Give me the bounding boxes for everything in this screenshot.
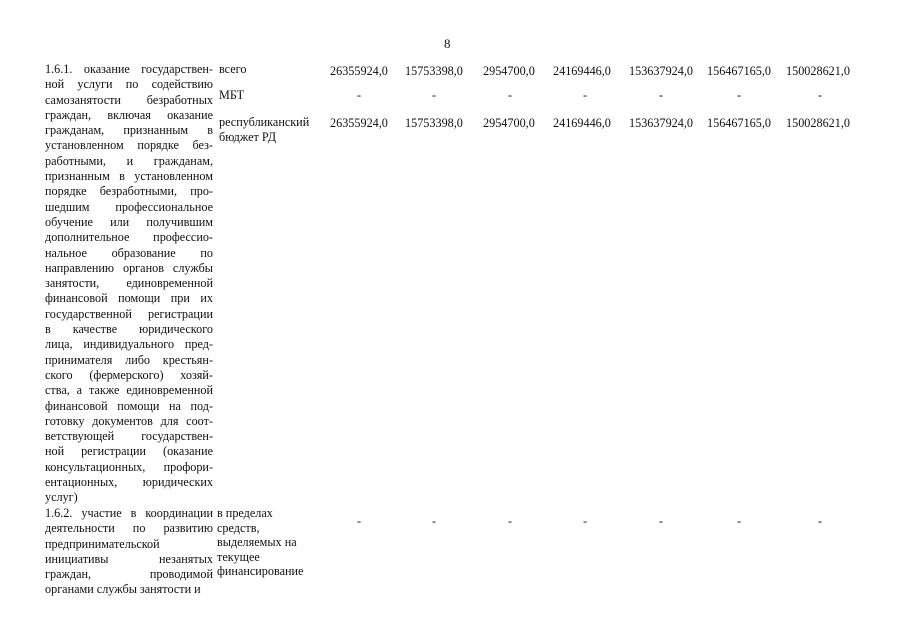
- value-dash: -: [817, 88, 823, 102]
- source-label-republic-budget: [219, 115, 309, 144]
- value-dash: -: [736, 514, 742, 528]
- description-line: порядке безработными, про-: [45, 184, 213, 199]
- label-line: текущее: [217, 549, 260, 564]
- description-line: лица, индивидуального пред-: [45, 337, 213, 352]
- description-line: нальное образование по: [45, 245, 213, 260]
- description-line: предпринимательской: [45, 536, 160, 551]
- description-line: обучение или получившим: [45, 214, 213, 229]
- description-line: ентационных, юридических: [45, 475, 213, 490]
- value-cell: 150028621,0: [786, 116, 850, 130]
- label-line: в пределах: [217, 506, 273, 520]
- label-line: всего: [219, 62, 247, 76]
- label-line: выделяемых на: [217, 535, 297, 550]
- value-dash: -: [507, 88, 513, 102]
- description-line: граждан, проводимой: [45, 567, 213, 582]
- value-cell: 156467165,0: [707, 64, 771, 78]
- description-line: 1.6.1. оказание государствен-: [45, 62, 213, 76]
- description-line: государственной регистрации: [45, 306, 213, 321]
- value-dash: -: [658, 88, 664, 102]
- description-line: готовку документов для соот-: [45, 413, 213, 428]
- value-dash: -: [507, 514, 513, 528]
- description-line: признанным в установленном: [45, 169, 213, 184]
- value-cell: 2954700,0: [483, 116, 535, 130]
- item-description-1-6-1: [45, 62, 213, 506]
- value-cell: 15753398,0: [405, 64, 463, 78]
- description-line: в качестве юридического: [45, 322, 213, 337]
- description-line: работными, и гражданам,: [45, 153, 213, 168]
- value-cell: 15753398,0: [405, 116, 463, 130]
- label-line: республиканский: [219, 115, 310, 129]
- description-line: ского (фермерского) хозяй-: [45, 367, 213, 382]
- source-label-mbt: [219, 88, 244, 103]
- value-dash: -: [356, 88, 362, 102]
- description-line: ной услуги по содействию: [45, 77, 213, 92]
- value-dash: -: [582, 88, 588, 102]
- description-line: направлению органов службы: [45, 260, 213, 275]
- description-line: принимателя либо крестьян-: [45, 352, 213, 367]
- description-line: ветствующей государствен-: [45, 429, 213, 444]
- label-line: МБТ: [219, 88, 245, 102]
- description-line: ной регистрации (оказание: [45, 444, 213, 459]
- source-label-total: [219, 62, 246, 77]
- source-label-current-financing: [217, 506, 303, 579]
- description-line: ства, а также единовременной: [45, 383, 213, 398]
- value-cell: 2954700,0: [483, 64, 535, 78]
- value-cell: 150028621,0: [786, 64, 850, 78]
- description-line: инициативы незанятых: [45, 551, 213, 566]
- value-cell: 153637924,0: [629, 116, 693, 130]
- item-description-1-6-2: [45, 506, 213, 598]
- value-dash: -: [431, 88, 437, 102]
- value-dash: -: [658, 514, 664, 528]
- description-line: деятельности по развитию: [45, 521, 213, 536]
- value-cell: 156467165,0: [707, 116, 771, 130]
- description-line: услуг): [45, 490, 78, 505]
- value-cell: 26355924,0: [330, 64, 388, 78]
- description-line: занятости, единовременной: [45, 276, 213, 291]
- value-cell: 153637924,0: [629, 64, 693, 78]
- description-line: дополнительное профессио-: [45, 230, 213, 245]
- label-line: бюджет РД: [219, 129, 277, 144]
- value-dash: -: [431, 514, 437, 528]
- description-line: гражданам, признанным в: [45, 123, 213, 138]
- description-line: установленном порядке без-: [45, 138, 213, 153]
- description-line: шедшим профессиональное: [45, 199, 213, 214]
- value-cell: 24169446,0: [553, 116, 611, 130]
- page-number: 8: [444, 36, 451, 51]
- description-line: граждан, включая оказание: [45, 107, 213, 122]
- value-dash: -: [356, 514, 362, 528]
- description-line: 1.6.2. участие в координации: [45, 506, 213, 520]
- description-line: органами службы занятости и: [45, 582, 201, 597]
- value-cell: 24169446,0: [553, 64, 611, 78]
- value-dash: -: [817, 514, 823, 528]
- label-line: средств,: [217, 520, 260, 535]
- description-line: самозанятости безработных: [45, 92, 213, 107]
- value-dash: -: [582, 514, 588, 528]
- label-line: финансирование: [217, 564, 304, 579]
- description-line: консультационных, профори-: [45, 459, 213, 474]
- description-line: финансовой помощи при их: [45, 291, 213, 306]
- value-dash: -: [736, 88, 742, 102]
- value-cell: 26355924,0: [330, 116, 388, 130]
- description-line: финансовой помощи на под-: [45, 398, 213, 413]
